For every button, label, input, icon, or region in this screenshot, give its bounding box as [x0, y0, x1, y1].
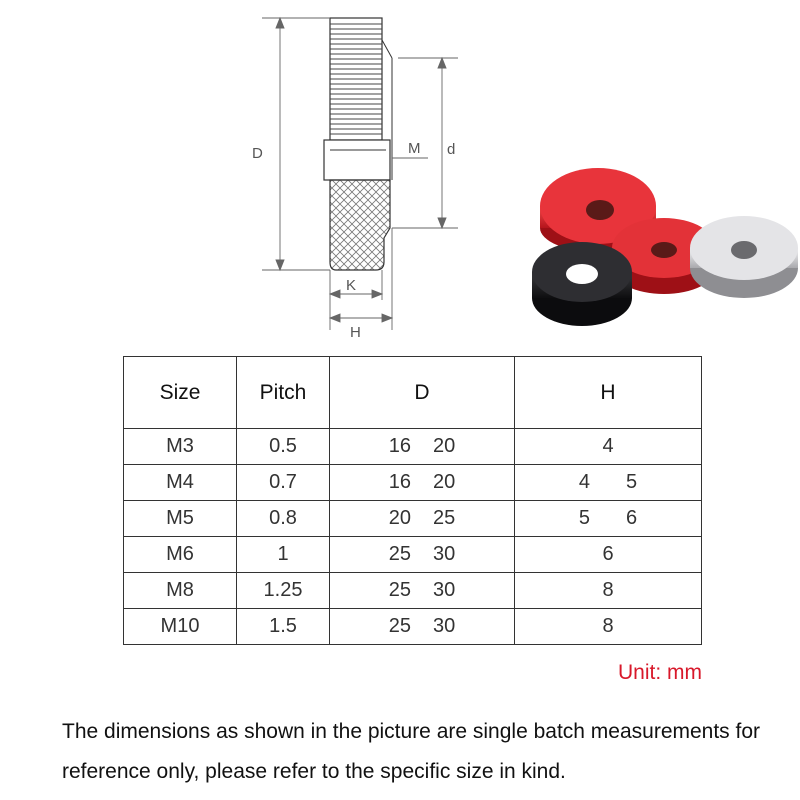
cell-pitch: 0.7: [237, 465, 330, 501]
cell-h-value: 6: [602, 543, 614, 565]
cell-h: [515, 537, 702, 573]
cell-d-max: 25: [433, 507, 456, 529]
header-pitch: Pitch: [237, 357, 330, 429]
table-row: [124, 501, 702, 537]
cell-d-max: 30: [433, 615, 456, 637]
knurled-head: [330, 180, 390, 270]
table-row: [124, 537, 702, 573]
cell-size: M6: [124, 537, 237, 573]
cell-h-max: 6: [626, 507, 638, 529]
spec-table: [123, 356, 702, 645]
cell-h-max: 5: [626, 471, 638, 493]
cell-h-value: 8: [602, 615, 614, 637]
cell-pitch: 0.8: [237, 501, 330, 537]
cell-size: M3: [124, 429, 237, 465]
cell-pitch: 1: [237, 537, 330, 573]
black-nut: [532, 242, 632, 326]
cell-h-value: 8: [602, 579, 614, 601]
table-header-row: [124, 357, 702, 429]
cell-pitch: 0.5: [237, 429, 330, 465]
cell-h: [515, 609, 702, 645]
cell-pitch: 1.5: [237, 609, 330, 645]
cell-d: [330, 609, 515, 645]
cell-pitch: 1.25: [237, 573, 330, 609]
cell-h: [515, 429, 702, 465]
cell-d-max: 20: [433, 435, 456, 457]
cell-d-min: 25: [388, 579, 411, 601]
cell-d: [330, 429, 515, 465]
cell-h: [515, 465, 702, 501]
label-h: H: [350, 324, 361, 341]
cell-h: [515, 573, 702, 609]
cell-d-min: 20: [388, 507, 411, 529]
label-k: K: [346, 277, 357, 294]
label-m: M: [408, 140, 421, 157]
header-d: D: [330, 357, 515, 429]
table-row: [124, 573, 702, 609]
cell-h: [515, 501, 702, 537]
technical-drawing: [0, 0, 800, 350]
silver-nut: [690, 216, 798, 298]
cell-d-min: 25: [388, 543, 411, 565]
cell-d-max: 30: [433, 579, 456, 601]
cell-d-min: 16: [388, 435, 411, 457]
cell-size: M4: [124, 465, 237, 501]
product-photo: [532, 168, 798, 326]
cell-d-max: 20: [433, 471, 456, 493]
cell-size: M5: [124, 501, 237, 537]
table-row: [124, 609, 702, 645]
cell-h-min: 4: [578, 471, 590, 493]
cell-size: M10: [124, 609, 237, 645]
label-d-outer: D: [252, 145, 263, 162]
header-size: Size: [124, 357, 237, 429]
threaded-stud: [324, 18, 392, 180]
cell-h-min: 5: [578, 507, 590, 529]
table-row: [124, 465, 702, 501]
cell-d-min: 25: [388, 615, 411, 637]
header-h: H: [515, 357, 702, 429]
label-d-inner: d: [447, 141, 456, 158]
cell-d: [330, 465, 515, 501]
cell-d: [330, 573, 515, 609]
cell-d-min: 16: [388, 471, 411, 493]
cell-d: [330, 537, 515, 573]
cell-d: [330, 501, 515, 537]
cell-h-value: 4: [602, 435, 614, 457]
disclaimer-note: The dimensions as shown in the picture are single batch measurements for reference only, please refer to the specific size in kind.: [62, 720, 761, 783]
cell-size: M8: [124, 573, 237, 609]
cell-d-max: 30: [433, 543, 456, 565]
table-row: [124, 429, 702, 465]
unit-label: Unit: mm: [618, 661, 702, 684]
